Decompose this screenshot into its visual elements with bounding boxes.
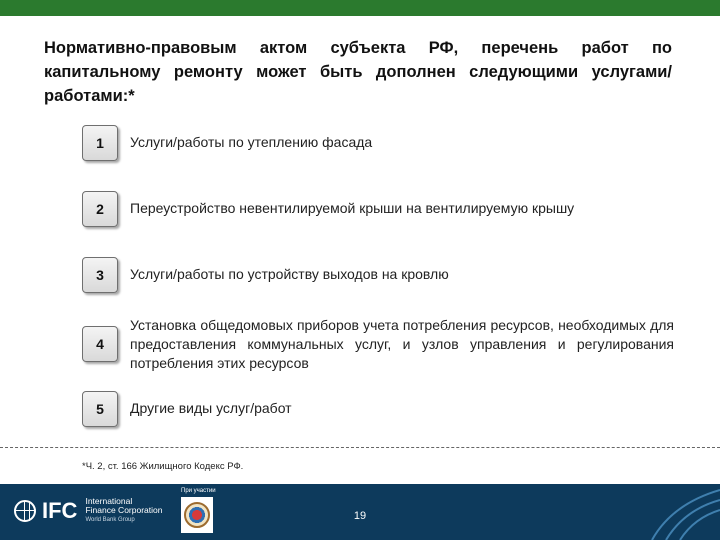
top-accent-bar (0, 0, 720, 16)
ifc-logo-letters: IFC (42, 498, 78, 523)
item-text: Услуги/работы по утеплению фасада (130, 134, 373, 150)
decorative-arcs-icon (632, 484, 720, 540)
ifc-logo-line2: Finance Corporation (85, 505, 163, 516)
page-number: 19 (353, 510, 367, 522)
item-number-badge: 5 (82, 391, 118, 427)
partner-emblem-icon (181, 497, 213, 533)
item-text: Переустройство невентилируемой крыши на вентилируемую крышу (130, 200, 575, 216)
support-label: При участии (181, 488, 216, 494)
ifc-logo (14, 497, 162, 525)
ifc-logo-name (85, 497, 162, 526)
list-item (82, 391, 674, 427)
list-item (82, 314, 674, 374)
slide-title: Нормативно-правовым актом субъекта РФ, перечень работ по капитальному ремонту может быть дополнен следующими услугами/работами:* (44, 39, 672, 105)
globe-icon (14, 500, 36, 522)
footnote-divider (0, 447, 720, 448)
item-number-badge: 1 (82, 125, 118, 161)
item-number-badge: 3 (82, 257, 118, 293)
list-item (82, 125, 674, 161)
list-item (82, 257, 674, 293)
item-text: Установка общедомовых приборов учета потребления ресурсов, необходимых для предоставления коммунальных услуг, и узлов управления и регулирования потребления этих ресурсов (130, 317, 674, 371)
footnote: *Ч. 2, ст. 166 Жилищного Кодекс РФ. (82, 461, 244, 472)
item-text: Другие виды услуг/работ (130, 400, 292, 416)
item-text: Услуги/работы по устройству выходов на кровлю (130, 266, 449, 282)
list-item (82, 191, 674, 227)
ifc-logo-line3: World Bank Group (85, 516, 135, 523)
item-number-badge: 2 (82, 191, 118, 227)
ifc-logo-line1: International (85, 495, 133, 506)
item-number-badge: 4 (82, 326, 118, 362)
